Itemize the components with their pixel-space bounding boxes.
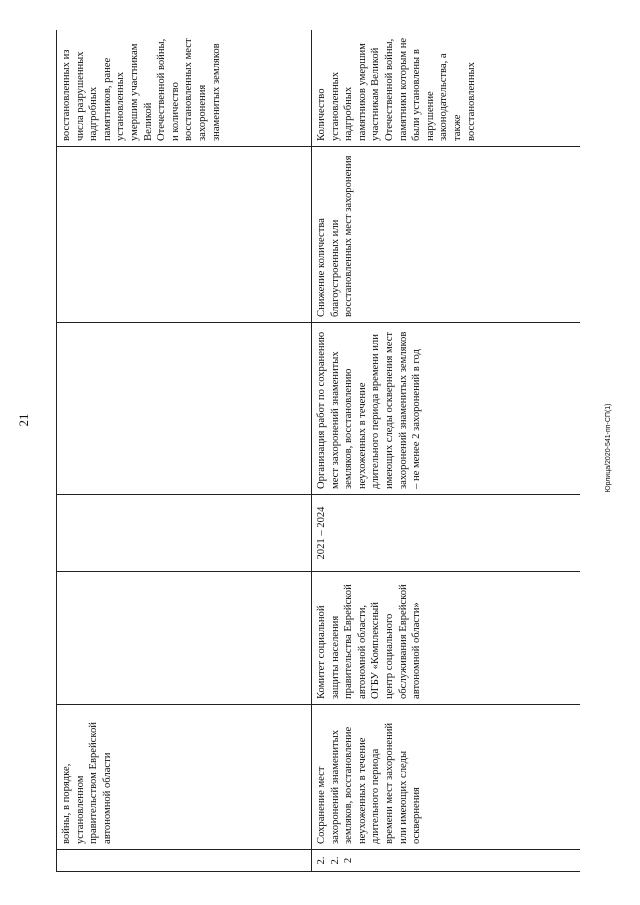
rotated-table-container bbox=[56, 30, 580, 872]
period-cell bbox=[57, 495, 312, 572]
table-row bbox=[57, 30, 312, 872]
row-index-cell: 2.2.2 bbox=[312, 850, 581, 872]
content-cell bbox=[57, 323, 312, 495]
table-frame bbox=[56, 30, 580, 872]
expected-result-cell bbox=[57, 147, 312, 323]
indicator-cell: восстановленных из числа разрушенных надгробных памятников, ранее установленных умершим участникам Великой Отечественной войны, и количество восстановленных мест захоронения знаменитых земляков bbox=[57, 30, 312, 147]
table-row bbox=[312, 30, 581, 872]
row-index-cell bbox=[57, 850, 312, 872]
period-cell: 2021 – 2024 bbox=[312, 495, 581, 572]
expected-result-cell: Снижение количества благоустроенных или восстановленных мест захоронения bbox=[312, 147, 581, 323]
page-number: 21 bbox=[16, 413, 31, 427]
content-cell: Организация работ по сохранению мест захоронений знаменитых земляков, восстановлению неухоженных в течение длительного периода времени или имеющих следы осквернения мест захоронений знаменитых земляков – не менее 2 захоронений в год bbox=[312, 323, 581, 495]
document-code-footer: Юрлица/2020-541-пп-СП(1) bbox=[605, 403, 612, 493]
executor-cell: Комитет социальной защиты населения правительства Еврейской автономной области, ОГБУ «Комплексный центр социального обслуживания Еврейской автономной области» bbox=[312, 572, 581, 705]
program-measures-table bbox=[56, 30, 580, 872]
measure-name-cell: Сохранение мест захоронений знаменитых земляков, восстановление неухоженных в течение длительного периода времени мест захоронений или имеющих следы осквернения bbox=[312, 705, 581, 850]
executor-cell bbox=[57, 572, 312, 705]
indicator-cell: Количество установленных надгробных памятников умершим участникам Великой Отечественной войны, памятники которым не были установлены в нарушение законодательства, а также восстановленных bbox=[312, 30, 581, 147]
measure-name-cell: войны, в порядке, установленном правительством Еврейской автономной области bbox=[57, 705, 312, 850]
